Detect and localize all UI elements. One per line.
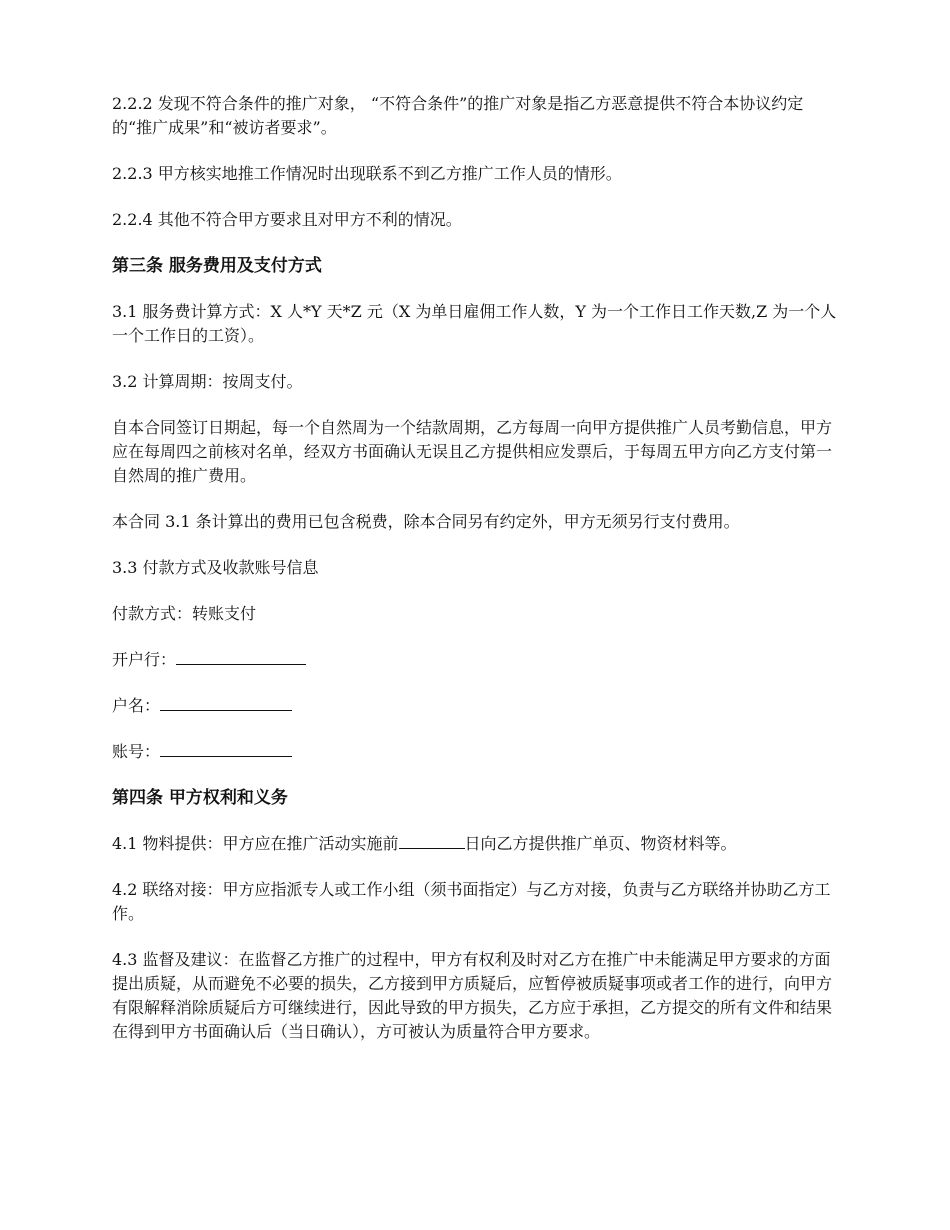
clause-4-1-after: 日向乙方提供推广单页、物资材料等。	[464, 834, 737, 853]
account-number-line	[112, 740, 842, 764]
bank-blank	[176, 648, 306, 665]
clause-3-2-detail: 自本合同签订日期起，每一个自然周为一个结款周期，乙方每周一向甲方提供推广人员考勤信息，甲方应在每周四之前核对名单，经双方书面确认无误且乙方提供相应发票后，于每周五甲方向乙方支付第一自然周的推广费用。	[112, 418, 833, 485]
clause-2-2-4: 2.2.4 其他不符合甲方要求且对甲方不利的情况。	[112, 210, 462, 229]
clause-4-2: 4.2 联络对接：甲方应指派专人或工作小组（须书面指定）与乙方对接，负责与乙方联络并协助乙方工作。	[112, 880, 831, 923]
account-number-blank	[160, 740, 292, 757]
document-page	[112, 92, 842, 1066]
bank-label: 开户行：	[112, 650, 177, 669]
account-number-label: 账号：	[112, 742, 161, 761]
clause-4-1-before: 4.1 物料提供：甲方应在推广活动实施前	[112, 834, 399, 853]
clause-2-2-2: 2.2.2 发现不符合条件的推广对象， “不符合条件”的推广对象是指乙方恶意提供不符合本协议约定的“推广成果”和“被访者要求”。	[112, 94, 804, 137]
clause-4-3: 4.3 监督及建议：在监督乙方推广的过程中，甲方有权利及时对乙方在推广中未能满足甲方要求的方面提出质疑，从而避免不必要的损失，乙方接到甲方质疑后，应暂停被质疑事项或者工作的进行，向甲方有限解释消除质疑后方可继续进行，因此导致的甲方损失，乙方应于承担，乙方提交的所有文件和结果在得到甲方书面确认后（当日确认），方可被认为质量符合甲方要求。	[112, 950, 833, 1041]
account-name-label: 户名：	[112, 696, 161, 715]
account-name-line	[112, 694, 842, 718]
account-name-blank	[160, 694, 292, 711]
clause-2-2-3: 2.2.3 甲方核实地推工作情况时出现联系不到乙方推广工作人员的情形。	[112, 164, 622, 183]
clause-3-2: 3.2 计算周期：按周支付。	[112, 372, 303, 391]
clause-3-3: 3.3 付款方式及收款账号信息	[112, 558, 319, 577]
article-3-heading: 第三条 服务费用及支付方式	[112, 256, 322, 276]
clause-3-1: 3.1 服务费计算方式：X 人*Y 天*Z 元（X 为单日雇佣工作人数，Y 为一个工作日工作天数,Z 为一个人一个工作日的工资）。	[112, 302, 837, 345]
article-4-heading: 第四条 甲方权利和义务	[112, 788, 288, 808]
payment-method: 付款方式：转账支付	[112, 604, 257, 623]
days-blank	[399, 832, 465, 849]
clause-3-2-tax: 本合同 3.1 条计算出的费用已包含税费，除本合同另有约定外，甲方无须另行支付费用。	[112, 512, 740, 531]
bank-line	[112, 648, 842, 672]
clause-4-1	[112, 832, 842, 856]
